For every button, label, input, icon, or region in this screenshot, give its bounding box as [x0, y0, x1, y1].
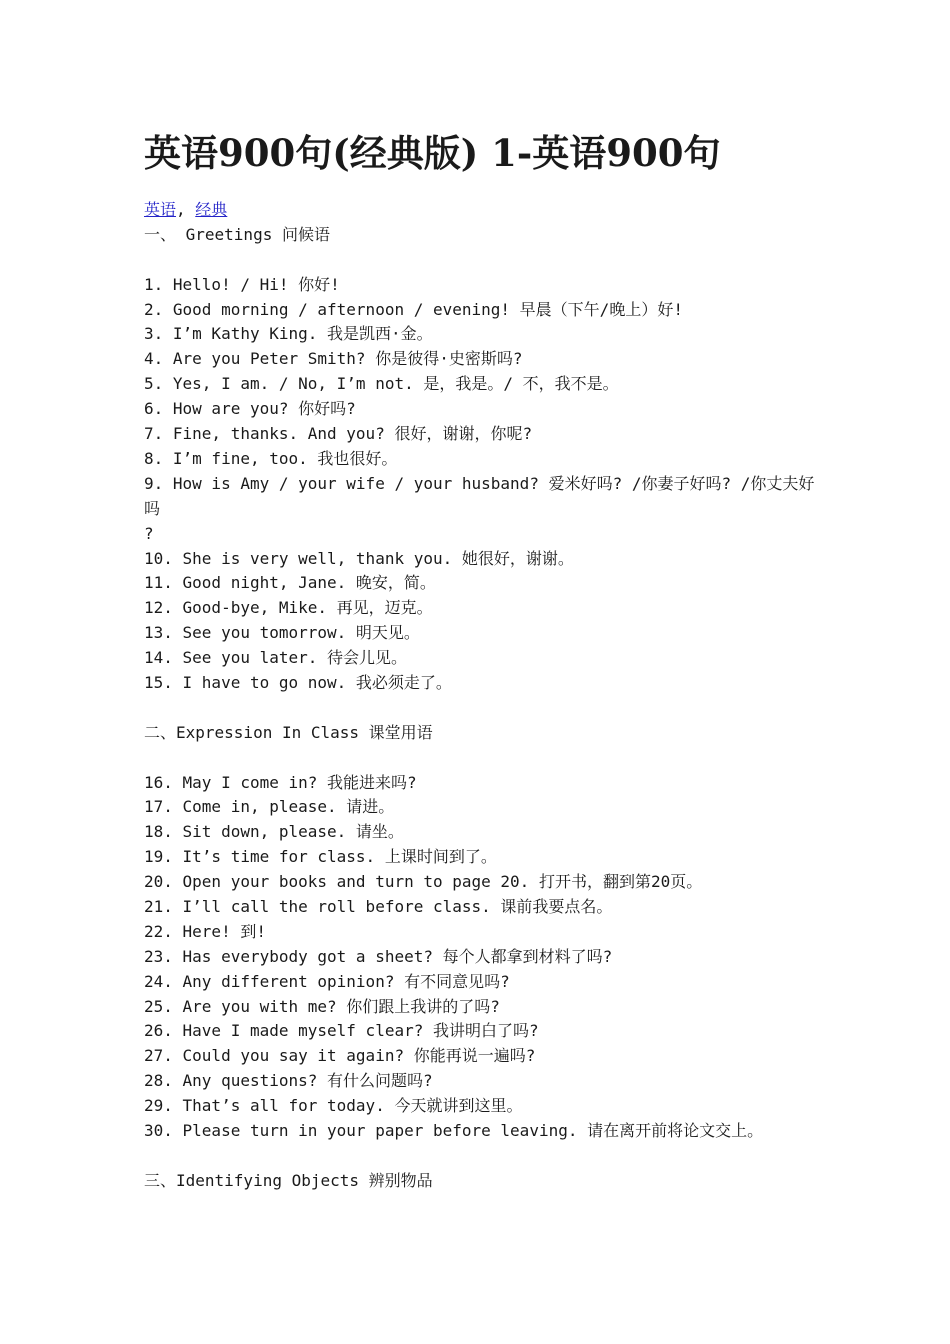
sentence-item: 19. It’s time for class. 上课时间到了。 [144, 847, 497, 867]
sentence-item: 9. How is Amy / your wife / your husband? 爱米好吗? /你妻子好吗? /你丈夫好吗 ? [144, 473, 815, 543]
section-heading: 一、 Greetings 问候语 [144, 224, 330, 244]
sentence-item: 4. Are you Peter Smith? 你是彼得·史密斯吗? [144, 349, 523, 369]
document-body [144, 198, 824, 1194]
sentence-item: 27. Could you say it again? 你能再说一遍吗? [144, 1046, 536, 1066]
sentence-item: 1. Hello! / Hi! 你好! [144, 274, 340, 294]
sentence-item: 29. That’s all for today. 今天就讲到这里。 [144, 1096, 523, 1116]
tag-link[interactable]: 经典 [195, 200, 228, 219]
blank-line [144, 1144, 824, 1169]
sentence-item: 3. I’m Kathy King. 我是凯西·金。 [144, 324, 433, 344]
sentence-item: 22. Here! 到! [144, 921, 266, 941]
blank-line [144, 696, 824, 721]
tag-separator: , [176, 200, 196, 219]
blank-line [144, 746, 824, 771]
sentence-item: 2. Good morning / afternoon / evening! 早晨（下午/晚上）好! [144, 299, 683, 319]
sentence-item: 21. I’ll call the roll before class. 课前我要点名。 [144, 896, 613, 916]
sentence-item: 16. May I come in? 我能进来吗? [144, 772, 417, 792]
section-heading: 三、Identifying Objects 辨别物品 [144, 1170, 433, 1190]
sentence-item: 12. Good-bye, Mike. 再见，迈克。 [144, 598, 433, 618]
sentence-item: 25. Are you with me? 你们跟上我讲的了吗? [144, 996, 500, 1016]
sentence-item: 24. Any different opinion? 有不同意见吗? [144, 971, 510, 991]
section-list [144, 223, 824, 1194]
sentence-item: 15. I have to go now. 我必须走了。 [144, 672, 452, 692]
sentence-item: 23. Has everybody got a sheet? 每个人都拿到材料了吗? [144, 946, 613, 966]
sentence-item: 17. Come in, please. 请进。 [144, 797, 395, 817]
sentence-item: 28. Any questions? 有什么问题吗? [144, 1071, 433, 1091]
sentence-item: 18. Sit down, please. 请坐。 [144, 822, 404, 842]
sentence-item: 14. See you later. 待会儿见。 [144, 648, 408, 668]
sentence-item: 30. Please turn in your paper before leaving. 请在离开前将论文交上。 [144, 1121, 764, 1140]
sentence-item: 6. How are you? 你好吗? [144, 399, 356, 419]
sentence-item: 26. Have I made myself clear? 我讲明白了吗? [144, 1021, 539, 1041]
tag-list [144, 198, 824, 223]
tag-link[interactable]: 英语 [144, 200, 177, 219]
sentence-item: 5. Yes, I am. / No, I’m not. 是，我是。/ 不，我不是。 [144, 374, 619, 394]
section-heading: 二、Expression In Class 课堂用语 [144, 722, 433, 742]
sentence-item: 20. Open your books and turn to page 20. 打开书，翻到第20页。 [144, 872, 703, 892]
sentence-item: 7. Fine, thanks. And you? 很好，谢谢，你呢? [144, 424, 533, 444]
sentence-item: 11. Good night, Jane. 晚安，简。 [144, 573, 436, 593]
sentence-item: 10. She is very well, thank you. 她很好，谢谢。 [144, 548, 574, 568]
blank-line [144, 248, 824, 273]
sentence-item: 13. See you tomorrow. 明天见。 [144, 623, 420, 643]
page-title: 英语900句(经典版) 1-英语900句 [144, 131, 721, 175]
sentence-item: 8. I’m fine, too. 我也很好。 [144, 448, 398, 468]
